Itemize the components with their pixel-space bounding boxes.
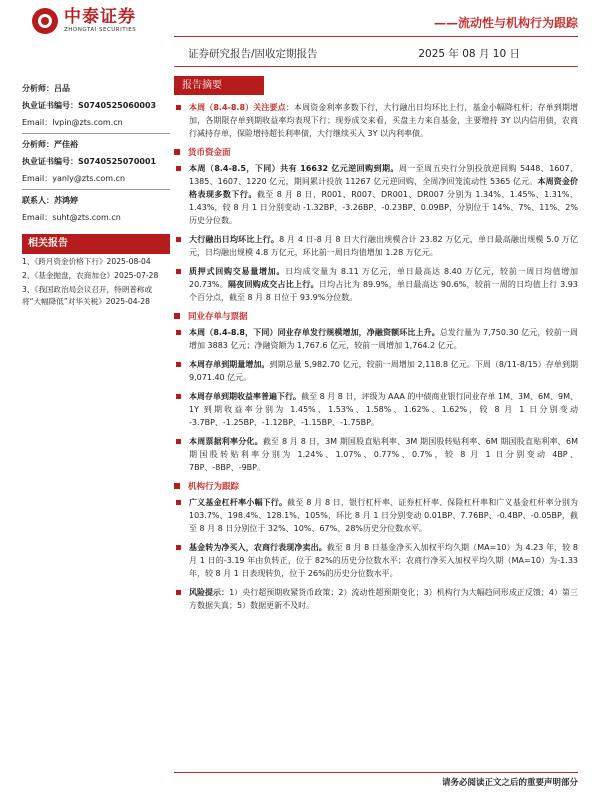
report-date: 2025 年 08 月 10 日 (418, 48, 520, 60)
footer-disclaimer: 请务必阅读正文之后的重要声明部分 (441, 778, 578, 788)
summary-paragraph: 质押式回购交易量增加。日均成交量为 8.11 万亿元，单日最高达 8.40 万亿元，较前一周日均值增加 20.73%。隔夜回购成交占比上行。日均占比为 89.9%，单日最高达 90.6%，较前一周的日均值上行 3.93 个百分点，截至 8 月 8 日位于 93.9%分位数。 (174, 265, 578, 304)
summary-paragraph: 本周存单到期量增加。到期总量 5,982.70 亿元，较前一周增加 2,118.8 亿元。下周（8/11-8/15）存单到期 9,071.40 亿元。 (174, 358, 578, 384)
contact-row: 联系人：苏鸿婷 (22, 196, 78, 205)
related-report-item[interactable]: 1、《跨月资金价格下行》2025-08-04 (22, 257, 151, 266)
author-sidebar (22, 80, 170, 308)
analyst-row: 分析师：严佳裕 (22, 140, 78, 149)
header-divider-2 (174, 66, 578, 67)
summary-paragraph: 本周（8.4-8.8，下同）同业存单发行规模增加，净融资额环比上升。总发行量为 7,750.30 亿元，较前一周增加 3883 亿元；净融资额为 1,767.6 亿元，较前一周增加 1,764.2 亿元。 (174, 326, 578, 352)
summary-paragraph: 本周（8.4-8.8）关注要点：本周资金利率多数下行，大行融出日均环比上行，基金小幅降杠杆；存单到期增加，各期限存单到期收益率均表现下行；现券成交来看，买盘主力来自基金，主要增持 3Y 以内信用债，农商行减持存单，保险增持超长利率债，大行继续买入 3Y 以内利率债。 (174, 101, 578, 140)
brand-logo (32, 8, 136, 34)
email-row: Email：yanly@zts.com.cn (22, 174, 126, 183)
divider (22, 133, 170, 134)
email-link[interactable]: yanly@zts.com.cn (52, 174, 126, 183)
summary-paragraph: 大行融出日均环比上行。8 月 4 日-8 月 8 日大行融出规模合计 23.82 万亿元，单日最高融出规模 5.0 万亿元，日均融出规模 4.8 万亿元，环比前一周日均值增加 1.28 万亿元。 (174, 233, 578, 259)
brand-name-en: ZHONGTAI SECURITIES (64, 27, 137, 33)
report-type: 证券研究报告/固收定期报告 (188, 48, 318, 60)
subsection-heading: 货币资金面 (174, 146, 578, 158)
series-title: ——流动性与机构行为跟踪 (433, 16, 578, 30)
summary-paragraph: 本周存单到期收益率普遍下行。截至 8 月 8 日，评级为 AAA 的中债商业银行同业存单 1M、3M、6M、9M、1Y 到期收益率分别为 1.45%、1.53%、1.58%、1.62%、1.62%，较 8 月 1 日分别变动 -3.7BP、-1.25BP、-1.12BP、-1.15BP、-1.75BP。 (174, 390, 578, 429)
header-divider (174, 36, 578, 37)
summary-paragraph: 基金转为净买入，农商行表现净卖出。截至 8 月 8 日基金净买入加权平均久期（MA=10）为 4.23 年，较 8 月 1 日的-3.19 年由负转正，位于 82%的历史分位数水平；农商行净买入加权平均久期（MA=10）为-1.33 年，较 8 月 1 日表现转负，位于 26%的历史分位数水平。 (174, 541, 578, 580)
footer-divider (174, 772, 578, 773)
email-row: Email：lvpin@zts.com.cn (22, 118, 123, 127)
summary-paragraph: 广义基金杠杆率小幅下行。截至 8 月 8 日，银行杠杆率、证券杠杆率、保险杠杆率和广义基金杠杆率分别为 103.7%、198.4%、128.1%、105%，环比 8 月 1 日分别变动 0.01BP、7.76BP、-0.4BP、-0.05BP，截至 8 月 8 日分别位于 32%、10%、67%、28%历史分位数水平。 (174, 496, 578, 535)
summary-paragraph: 本周（8.4-8.5，下同）共有 16632 亿元逆回购到期。周一至周五央行分别投放逆回购 5448、1607、1385、1607、1220 亿元，期间累计投放 11267 亿元逆回购，全周净回笼流动性 5365 亿元。本周资金价格表现多数下行。截至 8 月 8 日，R001、R007、DR001、DR007 分别为 1.34%、1.45%、1.31%、1.43%，较 8 月 1 日分别变动 -1.32BP、-3.26BP、-0.23BP、0.09BP，分别位于 14%、7%、11%、2%历史分位数。 (174, 162, 578, 227)
cert-row: 执业证书编号：S0740525060003 (22, 101, 157, 110)
divider (22, 189, 170, 190)
analyst-row: 分析师：吕品 (22, 84, 70, 93)
summary-paragraph: 本周票据利率分化。截至 8 月 8 日，3M 期国股直贴利率、3M 期国股转贴利率、6M 期国股直贴利率、6M 期国股转贴利率分别为 1.24%、1.07%、0.77%、0.7%，较 8 月 1 日分别变动 4BP、7BP、-8BP、-9BP。 (174, 435, 578, 474)
subsection-heading: 机构行为跟踪 (174, 480, 578, 492)
subsection-heading: 同业存单与票据 (174, 310, 578, 322)
email-link[interactable]: lvpin@zts.com.cn (52, 118, 123, 127)
report-summary (174, 76, 578, 618)
cert-row: 执业证书编号：S0740525070001 (22, 157, 157, 166)
brand-name-cn: 中泰证券 (64, 7, 136, 27)
brand-logo-icon (32, 8, 58, 34)
risk-warning: 风险提示：1）央行超预期收紧货币政策；2）流动性超预期变化；3）机构行为大幅趋同形成正反馈；4）第三方数据失真；5）数据更新不及时。 (174, 586, 578, 612)
page-header (0, 0, 600, 70)
section-title: 报告摘要 (174, 76, 264, 95)
related-reports-title: 相关报告 (22, 234, 170, 254)
related-report-item[interactable]: 2、《基金抛盘，农商加仓》2025-07-28 (22, 271, 159, 280)
email-row: Email：suht@zts.com.cn (22, 213, 121, 222)
email-link[interactable]: suht@zts.com.cn (52, 213, 121, 222)
related-report-item[interactable]: 3、《我国政治局会议召开，特朗普称或将“大幅降低”对华关税》2025-04-28 (22, 285, 153, 306)
